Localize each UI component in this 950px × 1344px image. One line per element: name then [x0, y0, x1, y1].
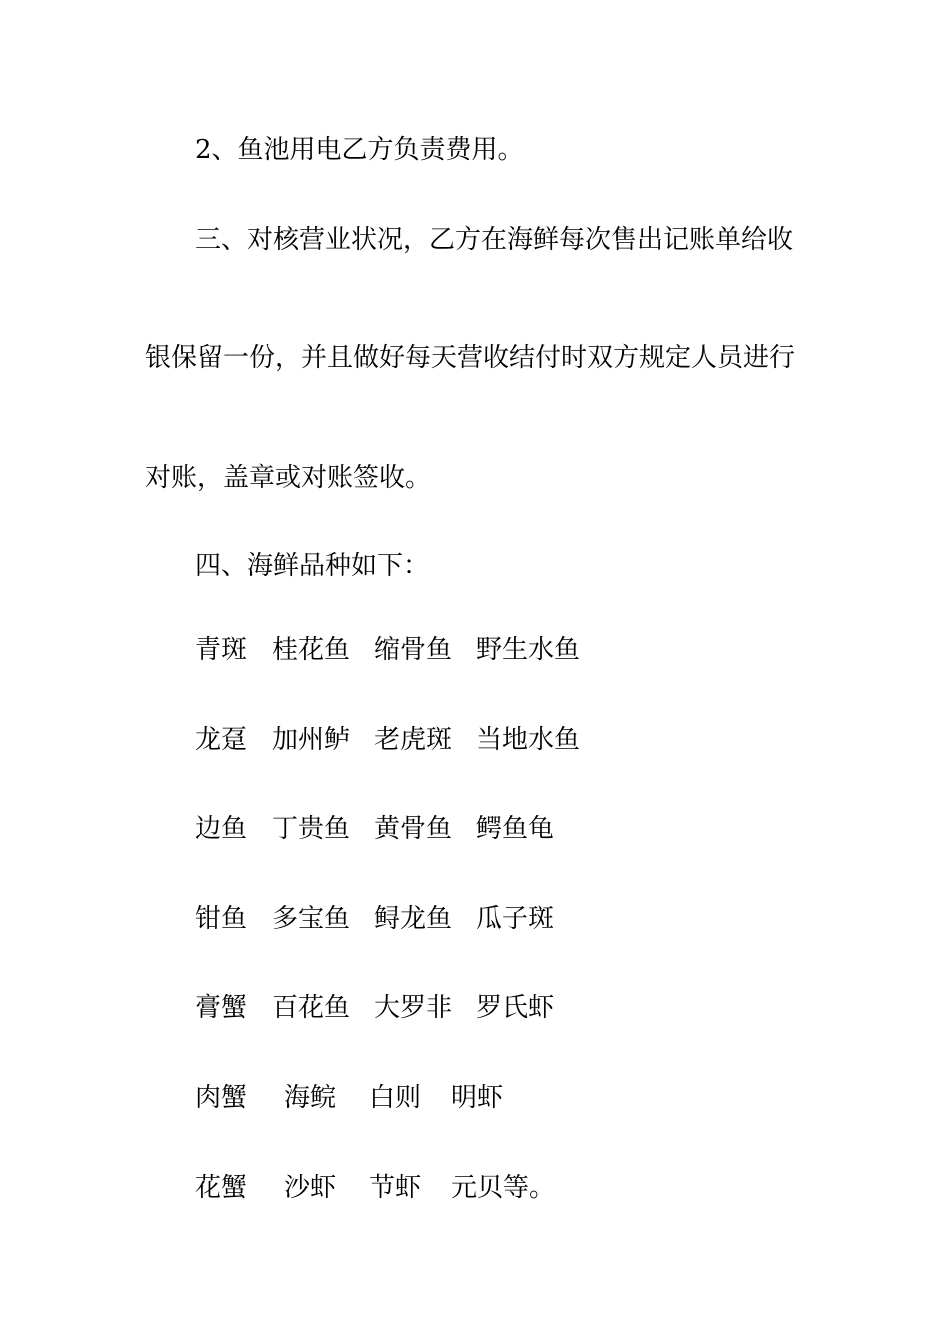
species-item: 青斑: [195, 635, 248, 665]
species-item: 黄骨鱼: [374, 814, 453, 844]
species-item: 当地水鱼: [476, 725, 581, 755]
species-item: 鲟龙鱼: [374, 904, 453, 934]
species-item: 瓜子斑: [476, 904, 555, 934]
species-item: 钳鱼: [195, 904, 248, 934]
species-item: 野生水鱼: [476, 635, 581, 665]
species-item: 缩骨鱼: [374, 635, 453, 665]
species-item: 明虾: [451, 1083, 504, 1113]
species-item: 多宝鱼: [272, 904, 351, 934]
species-item: 元贝等。: [451, 1173, 556, 1203]
species-item: 罗氏虾: [476, 993, 555, 1023]
species-item: 大罗非: [374, 993, 453, 1023]
species-item: 膏蟹: [195, 993, 248, 1023]
species-item: 沙虾: [284, 1173, 337, 1203]
species-item: 海鲩: [284, 1083, 337, 1113]
species-item: 百花鱼: [272, 993, 351, 1023]
species-item: 花蟹: [195, 1173, 248, 1203]
species-item: 白则: [369, 1083, 422, 1113]
paragraph-reconciliation-line-1: 三、对核营业状况，乙方在海鲜每次售出记账单给收: [195, 225, 794, 255]
species-item: 节虾: [369, 1173, 422, 1203]
paragraph-reconciliation-line-3: 对账，盖章或对账签收。: [145, 463, 432, 493]
species-item: 边鱼: [195, 814, 248, 844]
species-item: 丁贵鱼: [272, 814, 351, 844]
species-item: 肉蟹: [195, 1083, 248, 1113]
paragraph-species-heading: 四、海鲜品种如下：: [195, 551, 430, 581]
species-item: 龙趸: [195, 725, 248, 755]
species-item: 鳄鱼龟: [476, 814, 555, 844]
species-item: 桂花鱼: [272, 635, 351, 665]
species-item: 老虎斑: [374, 725, 453, 755]
paragraph-electricity: 2、鱼池用电乙方负责费用。: [195, 135, 524, 165]
species-item: 加州鲈: [272, 725, 351, 755]
paragraph-reconciliation-line-2: 银保留一份，并且做好每天营收结付时双方规定人员进行: [145, 343, 796, 373]
